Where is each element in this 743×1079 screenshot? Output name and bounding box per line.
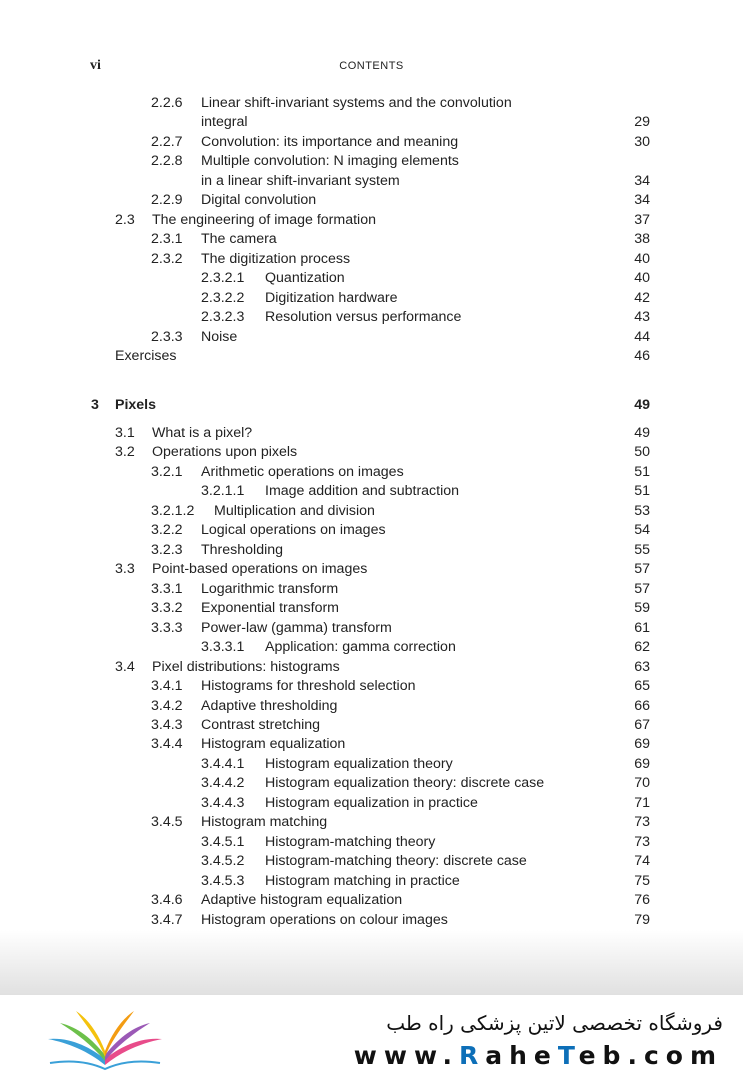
toc-row[interactable]	[0, 677, 743, 696]
page-number: vi	[90, 58, 101, 73]
toc-entry-page: 30	[634, 134, 650, 150]
toc-entry-number: 3.2	[115, 444, 135, 460]
toc-entry-number: 3.4.4	[151, 736, 183, 752]
toc-entry-title: Exponential transform	[201, 600, 340, 616]
toc-entry-page: 69	[634, 756, 650, 772]
toc-entry-number: 2.3.1	[151, 231, 183, 247]
running-head: CONTENTS	[339, 60, 404, 72]
toc-entry-page: 73	[634, 814, 650, 830]
toc-row[interactable]	[0, 716, 743, 735]
toc-entry-title: Arithmetic operations on images	[201, 464, 404, 480]
toc-entry-number: 3.4	[115, 659, 135, 675]
toc-entry-number: 3.3.3	[151, 620, 183, 636]
toc-entry-page: 37	[634, 212, 650, 228]
toc-row[interactable]	[0, 891, 743, 910]
toc-entry-title: Resolution versus performance	[265, 309, 462, 325]
toc-entry-page: 55	[634, 542, 650, 558]
toc-entry-number: 3.4.4.3	[201, 795, 245, 811]
toc-row[interactable]	[0, 211, 743, 230]
toc-entry-page: 53	[634, 503, 650, 519]
toc-entry-title: Histogram matching	[201, 814, 328, 830]
toc-entry-page: 50	[634, 444, 650, 460]
toc-entry-title: Convolution: its importance and meaning	[201, 134, 459, 150]
toc-entry-page: 51	[634, 483, 650, 499]
toc-entry-page: 46	[634, 348, 650, 364]
toc-entry-title: Contrast stretching	[201, 717, 321, 733]
toc-entry-title: Digitization hardware	[265, 290, 398, 306]
toc-entry-title: Operations upon pixels	[152, 444, 298, 460]
toc-row[interactable]	[0, 560, 743, 579]
toc-entry-page: 34	[634, 192, 650, 208]
toc-entry-number: 2.3.2.2	[201, 290, 245, 306]
toc-row[interactable]	[0, 152, 743, 171]
toc-entry-number: 2.2.9	[151, 192, 183, 208]
toc-row[interactable]	[0, 443, 743, 462]
toc-entry-page: 71	[634, 795, 650, 811]
toc-entry-number: 2.3.2.3	[201, 309, 245, 325]
store-name: فروشگاه تخصصی لاتین پزشکی راه طب	[386, 1011, 723, 1035]
toc-row[interactable]	[0, 755, 743, 774]
toc-entry-title: Pixels	[115, 397, 157, 413]
toc-entry-page: 40	[634, 251, 650, 267]
toc-entry-number: 3.2.1.1	[201, 483, 245, 499]
toc-entry-title: Quantization	[265, 270, 345, 286]
toc-row[interactable]	[0, 113, 743, 132]
toc-row[interactable]	[0, 794, 743, 813]
toc-entry-number: 3.4.1	[151, 678, 183, 694]
toc-entry-number: 2.2.8	[151, 153, 183, 169]
toc-entry-title: Point-based operations on images	[152, 561, 368, 577]
toc-entry-number: 2.3.2.1	[201, 270, 245, 286]
toc-entry-title: Multiple convolution: N imaging elements	[201, 153, 459, 169]
url-mid-2: eb	[578, 1041, 628, 1070]
toc-row[interactable]	[0, 482, 743, 501]
toc-entry-title: Multiplication and division	[214, 503, 375, 519]
toc-entry-page: 75	[634, 873, 650, 889]
toc-entry-title: The camera	[201, 231, 277, 247]
toc-entry-number: 3.4.5	[151, 814, 183, 830]
toc-entry-title: Adaptive histogram equalization	[201, 892, 403, 908]
toc-entry-title: Exercises	[115, 348, 177, 364]
toc-row[interactable]	[0, 328, 743, 347]
toc-entry-title: integral	[201, 114, 248, 130]
toc-entry-title: Histogram-matching theory	[265, 834, 436, 850]
toc-row[interactable]	[0, 541, 743, 560]
toc-entry-title: The digitization process	[201, 251, 351, 267]
toc-entry-title: Adaptive thresholding	[201, 698, 338, 714]
toc-entry-title: Histograms for threshold selection	[201, 678, 416, 694]
toc-entry-number: 3.3.2	[151, 600, 183, 616]
toc-entry-page: 66	[634, 698, 650, 714]
toc-entry-number: 3.4.3	[151, 717, 183, 733]
toc-entry-number: 3.4.4.2	[201, 775, 245, 791]
toc-row[interactable]	[0, 599, 743, 618]
url-mid-1: ahe	[485, 1041, 558, 1070]
toc-entry-title: Pixel distributions: histograms	[152, 659, 340, 675]
toc-row[interactable]	[0, 502, 743, 521]
toc-entry-page: 63	[634, 659, 650, 675]
toc-row[interactable]	[0, 424, 743, 443]
toc-entry-number: 3.2.2	[151, 522, 183, 538]
toc-entry-title: Logarithmic transform	[201, 581, 339, 597]
toc-entry-number: 3.2.1.2	[151, 503, 195, 519]
toc-entry-page: 70	[634, 775, 650, 791]
toc-entry-title: Power-law (gamma) transform	[201, 620, 392, 636]
toc-entry-number: 2.3.3	[151, 329, 183, 345]
toc-entry-title: in a linear shift-invariant system	[201, 173, 400, 189]
toc-entry-page: 34	[634, 173, 650, 189]
toc-row[interactable]	[0, 872, 743, 891]
toc-entry-title: Thresholding	[201, 542, 284, 558]
toc-row[interactable]	[0, 911, 743, 930]
toc-entry-title: Histogram-matching theory: discrete case	[265, 853, 527, 869]
toc-entry-page: 65	[634, 678, 650, 694]
toc-entry-number: 3.4.5.3	[201, 873, 245, 889]
toc-entry-page: 51	[634, 464, 650, 480]
toc-entry-title: Image addition and subtraction	[265, 483, 460, 499]
toc-entry-number: 3.4.7	[151, 912, 183, 928]
toc-row[interactable]	[0, 463, 743, 482]
toc-entry-page: 57	[634, 561, 650, 577]
toc-entry-title: Histogram equalization in practice	[265, 795, 478, 811]
toc-entry-title: Histogram equalization	[201, 736, 346, 752]
toc-entry-page: 59	[634, 600, 650, 616]
toc-row[interactable]	[0, 191, 743, 210]
toc-entry-title: Application: gamma correction	[265, 639, 456, 655]
toc-row[interactable]	[0, 638, 743, 657]
toc-entry-title: Histogram operations on colour images	[201, 912, 448, 928]
toc-row[interactable]	[0, 269, 743, 288]
toc-entry-title: What is a pixel?	[152, 425, 253, 441]
toc-entry-number: 3.3	[115, 561, 135, 577]
toc-row[interactable]	[0, 658, 743, 677]
toc-row[interactable]	[0, 813, 743, 832]
toc-entry-title: Noise	[201, 329, 238, 345]
toc-entry-page: 40	[634, 270, 650, 286]
toc-entry-title: Linear shift-invariant systems and the convolution	[201, 95, 512, 111]
toc-entry-number: 2.3.2	[151, 251, 183, 267]
toc-entry-page: 38	[634, 231, 650, 247]
toc-row[interactable]	[0, 94, 743, 113]
toc-entry-page: 74	[634, 853, 650, 869]
toc-entry-title: Histogram matching in practice	[265, 873, 460, 889]
toc-entry-title: Histogram equalization theory: discrete case	[265, 775, 545, 791]
url-letter-t: T	[557, 1041, 579, 1070]
toc-entry-number: 3	[91, 397, 99, 413]
toc-entry-page: 61	[634, 620, 650, 636]
toc-entry-title: Logical operations on images	[201, 522, 386, 538]
toc-entry-number: 2.2.7	[151, 134, 183, 150]
toc-row[interactable]	[0, 230, 743, 249]
toc-entry-number: 3.4.6	[151, 892, 183, 908]
store-banner	[0, 995, 743, 1079]
store-url[interactable]	[354, 1041, 723, 1070]
toc-entry-page: 42	[634, 290, 650, 306]
toc-entry-number: 3.3.1	[151, 581, 183, 597]
toc-row[interactable]	[0, 697, 743, 716]
toc-entry-number: 3.2.1	[151, 464, 183, 480]
toc-row[interactable]	[0, 172, 743, 191]
toc-entry-page: 62	[634, 639, 650, 655]
toc-row[interactable]	[0, 735, 743, 754]
toc-entry-page: 69	[634, 736, 650, 752]
toc-entry-number: 3.4.4.1	[201, 756, 245, 772]
toc-entry-number: 3.4.5.1	[201, 834, 245, 850]
toc-row[interactable]	[0, 521, 743, 540]
toc-entry-title: Digital convolution	[201, 192, 317, 208]
url-suffix: .com	[627, 1041, 723, 1070]
toc-entry-title: Histogram equalization theory	[265, 756, 453, 772]
url-prefix: www.	[353, 1041, 459, 1070]
toc-entry-page: 57	[634, 581, 650, 597]
toc-row[interactable]	[0, 133, 743, 152]
toc-entry-number: 2.3	[115, 212, 135, 228]
toc-row[interactable]	[0, 250, 743, 269]
toc-entry-page: 76	[634, 892, 650, 908]
toc-entry-number: 2.2.6	[151, 95, 183, 111]
toc-entry-page: 49	[634, 425, 650, 441]
page-bottom-shadow	[0, 930, 743, 1000]
url-letter-r: R	[458, 1041, 486, 1070]
toc-entry-page: 43	[634, 309, 650, 325]
toc-entry-number: 3.4.5.2	[201, 853, 245, 869]
toc-chapter-row[interactable]	[0, 396, 743, 415]
toc-entry-title: The engineering of image formation	[152, 212, 376, 228]
toc-row[interactable]	[0, 308, 743, 327]
toc-entry-page: 79	[634, 912, 650, 928]
open-book-rainbow-icon	[40, 1007, 170, 1071]
toc-row[interactable]	[0, 580, 743, 599]
toc-row[interactable]	[0, 347, 743, 366]
toc-entry-page: 54	[634, 522, 650, 538]
toc-row[interactable]	[0, 852, 743, 871]
toc-entry-page: 67	[634, 717, 650, 733]
toc-row[interactable]	[0, 289, 743, 308]
toc-entry-page: 49	[634, 397, 650, 413]
toc-entry-number: 3.3.3.1	[201, 639, 245, 655]
toc-entry-number: 3.4.2	[151, 698, 183, 714]
toc-entry-page: 29	[634, 114, 650, 130]
toc-row[interactable]	[0, 774, 743, 793]
toc-row[interactable]	[0, 833, 743, 852]
toc-row[interactable]	[0, 619, 743, 638]
toc-entry-number: 3.2.3	[151, 542, 183, 558]
toc-entry-page: 73	[634, 834, 650, 850]
toc-entry-page: 44	[634, 329, 650, 345]
toc-entry-number: 3.1	[115, 425, 135, 441]
